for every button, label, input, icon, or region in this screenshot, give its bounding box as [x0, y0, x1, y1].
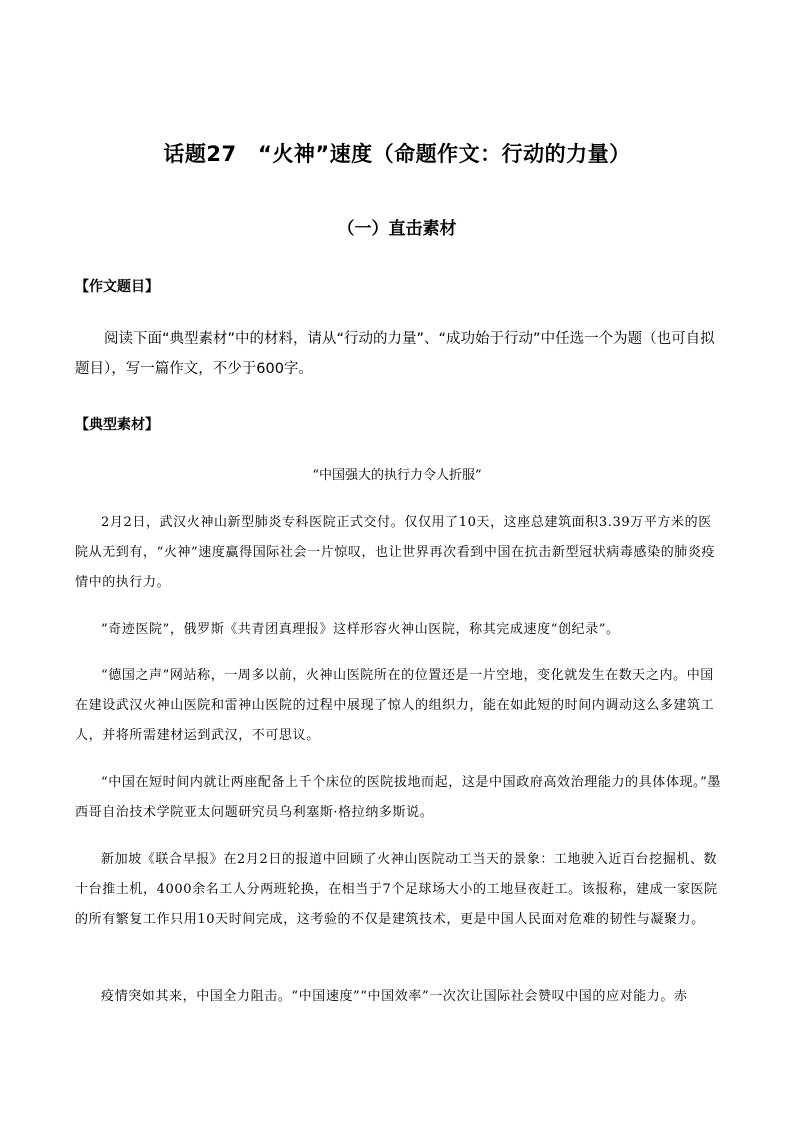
material-title: “中国强大的执行力令人折服”	[312, 468, 482, 483]
page-title: 话题27 “火神”速度（命题作文：行动的力量）	[163, 142, 631, 166]
material-paragraph: 新加坡《联合早报》在2月2日的报道中回顾了火神山医院动工当天的景象：工地驶入近百台挖掘机、数十台推土机，4000余名工人分两班轮换，在相当于7个足球场大小的工地昼夜赶工。该报称，建成一家医院的所有繁复工作只用10天时间完成，这考验的不仅是建筑技术，更是中国人民面对危难的韧性与凝聚力。	[75, 852, 718, 927]
typical-material-heading: 【典型素材】	[75, 417, 159, 433]
material-paragraph: “奇迹医院”，俄罗斯《共青团真理报》这样形容火神山医院，称其完成速度“创纪录”。	[101, 622, 620, 637]
material-paragraph: 2月2日，武汉火神山新型肺炎专科医院正式交付。仅仅用了10天，这座总建筑面积3.39万平方米的医院从无到有，“火神”速度赢得国际社会一片惊叹，也让世界再次看到中国在抗击新型冠状病毒感染的肺炎疫情中的执行力。	[75, 515, 716, 590]
material-paragraph: “德国之声”网站称，一周多以前，火神山医院所在的位置还是一片空地，变化就发生在数天之内。中国在建设武汉火神山医院和雷神山医院的过程中展现了惊人的组织力，能在如此短的时间内调动这么多建筑工人，并将所需建材运到武汉，不可思议。	[75, 668, 715, 743]
material-paragraph: “中国在短时间内就让两座配备上千个床位的医院拔地而起，这是中国政府高效治理能力的具体体现。”墨西哥自治技术学院亚太问题研究员乌利塞斯·格拉纳多斯说。	[75, 775, 721, 820]
essay-prompt: 阅读下面“典型素材”中的材料，请从“行动的力量”、“成功始于行动”中任选一个为题（也可自拟题目），写一篇作文，不少于600字。	[75, 331, 715, 377]
material-paragraph: 疫情突如其来，中国全力阻击。“中国速度”“中国效率”一次次让国际社会赞叹中国的应对能力。赤	[101, 989, 688, 1004]
essay-topic-heading: 【作文题目】	[75, 279, 159, 295]
section-subtitle: （一）直击素材	[337, 219, 457, 239]
